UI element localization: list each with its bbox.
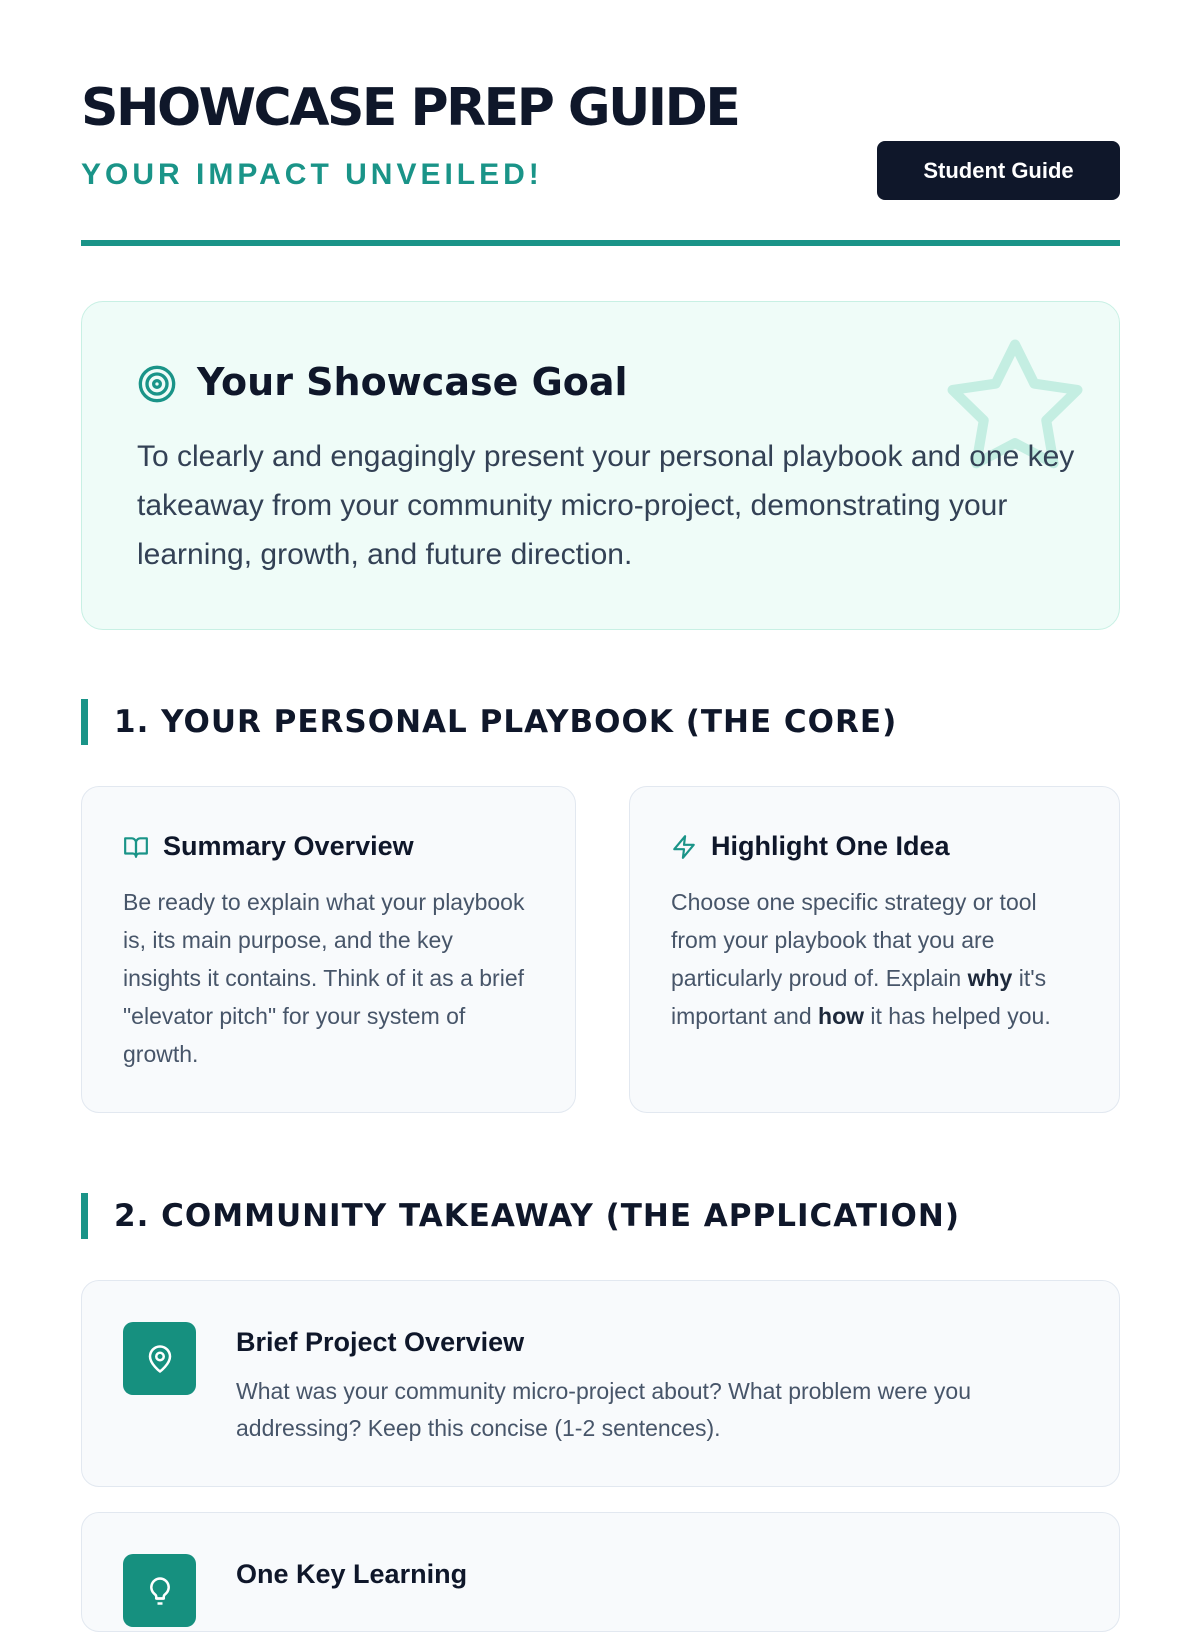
card-text: Be ready to explain what your playbook is, its main purpose, and the key insights it contains. Think of it as a brief "elevator pitch" for your system of growth.: [123, 889, 525, 1067]
student-guide-button[interactable]: Student Guide: [877, 141, 1120, 200]
section-1-title: 1. YOUR PERSONAL PLAYBOOK (THE CORE): [114, 704, 898, 740]
goal-card: [81, 301, 1120, 630]
open-book-icon: [123, 834, 149, 860]
row-title: Brief Project Overview: [236, 1327, 525, 1357]
row-text: What was your community micro-project about? What problem were you addressing? Keep this concise (1-2 sentences).: [236, 1378, 972, 1441]
page-subtitle: YOUR IMPACT UNVEILED!: [81, 158, 543, 191]
target-icon: [137, 364, 177, 404]
card-title: Summary Overview: [163, 831, 414, 861]
goal-text: To clearly and engagingly present your personal playbook and one key takeaway from your community micro-project, demonstrating your learning, growth, and future direction.: [137, 440, 1075, 571]
emphasis-how: how: [818, 1003, 865, 1029]
section-accent-bar: [81, 699, 88, 745]
map-pin-icon-box: [123, 1322, 196, 1395]
header-divider: [81, 240, 1120, 246]
row-title: One Key Learning: [236, 1559, 468, 1589]
section-2-heading: [81, 1193, 960, 1239]
emphasis-why: why: [967, 965, 1013, 991]
summary-overview-card: [81, 786, 576, 1113]
lightbulb-icon-box: [123, 1554, 196, 1627]
section-accent-bar: [81, 1193, 88, 1239]
card-text: Choose one specific strategy or tool from your playbook that you are particularly proud of. Explain why it's important and how it has helped you.: [671, 889, 1051, 1029]
project-overview-card: [81, 1280, 1120, 1487]
lightbulb-icon: [145, 1576, 175, 1606]
card-title: Highlight One Idea: [711, 831, 950, 861]
goal-title: Your Showcase Goal: [197, 360, 628, 404]
key-learning-card: [81, 1512, 1120, 1632]
lightning-icon: [671, 834, 697, 860]
section-1-heading: [81, 699, 897, 745]
highlight-idea-card: [629, 786, 1120, 1113]
map-pin-icon: [145, 1344, 175, 1374]
section-2-title: 2. COMMUNITY TAKEAWAY (THE APPLICATION): [114, 1198, 960, 1234]
page-title: SHOWCASE PREP GUIDE: [81, 78, 739, 138]
